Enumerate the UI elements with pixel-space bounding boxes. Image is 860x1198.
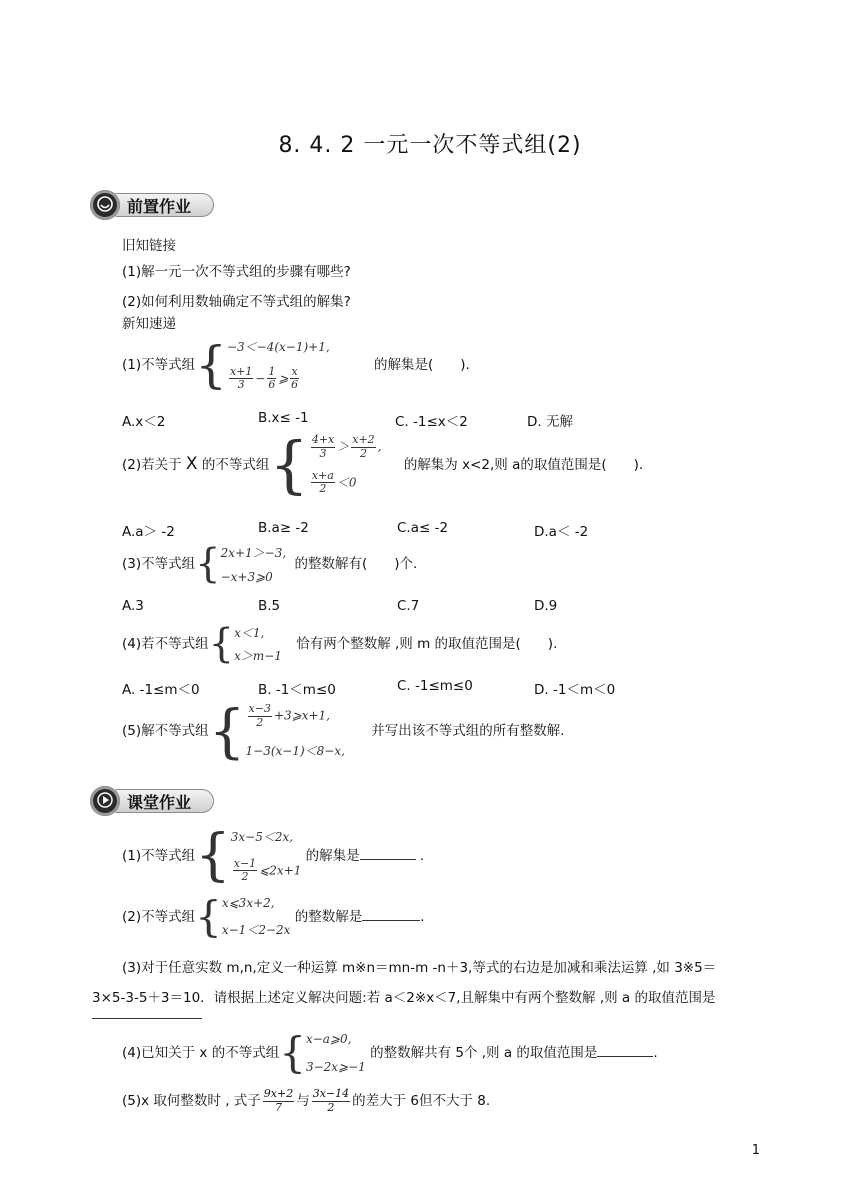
inequality-system: { 2x+1＞−3, −x+3⩾0 — [195, 541, 287, 587]
option-c: C.7 — [397, 598, 420, 614]
page-number: 1 — [751, 1143, 760, 1158]
section-header-class — [90, 788, 214, 814]
problem-3-prefix: (3)不等式组 — [122, 556, 196, 572]
problem-3 — [122, 541, 418, 587]
inequality-line: $\frac{x+1}{3}$ − $\frac{1}{6}$ ⩾ $\frac{x}{6}$ — [229, 364, 299, 392]
option-b: B.a≥ -2 — [258, 520, 309, 536]
problem-1 — [122, 338, 470, 392]
problem-2 — [122, 428, 644, 501]
class-problem-2-prefix: (2)不等式组 — [122, 909, 196, 925]
problem-2-prefix: (2)若关于 — [122, 457, 182, 473]
inequality-line: x−a⩾0, — [305, 1032, 352, 1046]
problem-1-prefix: (1)不等式组 — [122, 357, 196, 373]
problem-2-suffix: 的解集为 x<2,则 a的取值范围是( ). — [403, 457, 644, 473]
class-problem-5-suffix: 的差大于 6但不大于 8. — [352, 1093, 491, 1110]
inequality-line: x＞m−1 — [234, 649, 282, 663]
section-header-pre — [90, 192, 214, 218]
inequality-line: 2x+1＞−3, — [220, 546, 287, 560]
inequality-system: { 3x−5＜2x, $\frac{x-1}{2}$ ⩽2x+1 — [195, 823, 302, 888]
inequality-line: $\frac{x-1}{2}$ ⩽2x+1 — [233, 856, 302, 884]
old-link-label: 旧知链接 — [122, 238, 176, 254]
option-d: D.a＜ -2 — [534, 524, 589, 540]
inequality-line: x＜1, — [234, 626, 265, 640]
option-d: D. -1＜m＜0 — [534, 682, 616, 698]
class-problem-4-prefix: (4)已知关于 x 的不等式组 — [122, 1045, 280, 1061]
inequality-line: 1−3(x−1)＜8−x, — [245, 744, 345, 758]
option-b: B. -1＜m≤0 — [258, 682, 336, 698]
option-a: A.x＜2 — [122, 414, 166, 430]
inequality-system: { −3＜−4(x−1)+1, $\frac{x+1}{3}$ − $\frac{1}{6}$ ⩾ $\frac{x}{6}$ — [195, 336, 330, 394]
class-problem-1-prefix: (1)不等式组 — [122, 848, 196, 864]
inequality-line: 3x−5＜2x, — [230, 830, 294, 844]
option-a: A.3 — [122, 598, 144, 614]
problem-1-suffix: 的解集是( ). — [373, 357, 470, 373]
option-c: C.a≤ -2 — [397, 520, 449, 536]
class-problem-4: (4)已知关于 x 的不等式组 { x−a⩾0, 3−2x⩾−1 的整数解共有 5个 ,则 a 的取值范围是 . — [122, 1028, 658, 1077]
class-problem-5-prefix: (5)x 取何整数时 , 式子 — [122, 1093, 261, 1110]
option-c: C. -1≤m≤0 — [397, 678, 473, 694]
problem-5 — [122, 697, 565, 765]
inequality-system: { x＜1, x＞m−1 — [208, 621, 282, 667]
class-problem-2: (2)不等式组 { x⩽3x+2, x−1＜2−2x 的整数解是 . — [122, 892, 425, 941]
class-problem-3-line-1: (3)对于任意实数 m,n,定义一种运算 m※n＝mn-m -n＋3,等式的右边是加减和乘法运算 ,如 3※5＝ — [122, 960, 717, 976]
inequality-system: { x⩽3x+2, x−1＜2−2x — [195, 892, 291, 941]
answer-blank — [360, 859, 416, 860]
option-d: D. 无解 — [527, 414, 573, 430]
problem-5-prefix: (5)解不等式组 — [122, 723, 209, 739]
inequality-line: −x+3⩾0 — [220, 570, 273, 584]
inequality-line: $\frac{x-3}{2}$ +3⩾x+1, — [248, 702, 330, 729]
option-a: A.a＞ -2 — [122, 524, 175, 540]
fraction: $\frac{3x-14}{2}$ — [312, 1087, 350, 1114]
question-2: (2)如何利用数轴确定不等式组的解集? — [122, 294, 351, 310]
answer-blank — [597, 1056, 653, 1057]
problem-5-suffix: 并写出该不等式组的所有整数解. — [371, 723, 565, 739]
problem-3-suffix: 的整数解有( )个. — [294, 556, 418, 572]
inequality-line: $\frac{x+a}{2}$ ＜0 — [311, 468, 357, 496]
problem-4 — [122, 621, 558, 667]
class-problem-1: (1)不等式组 { 3x−5＜2x, $\frac{x-1}{2}$ ⩽2x+1 的解集是 . — [122, 823, 425, 888]
section-title: 前置作业 — [114, 193, 214, 217]
inequality-line: −3＜−4(x−1)+1, — [226, 340, 330, 354]
inequality-line: $\frac{4+x}{3}$ ＞ $\frac{x+2}{2}$ , — [311, 433, 382, 460]
class-problem-1-suffix: 的解集是 — [305, 848, 360, 864]
answer-blank — [92, 1018, 202, 1019]
connector-text: 与 — [296, 1093, 310, 1110]
play-icon — [90, 786, 120, 816]
variable-x: X — [185, 454, 198, 474]
option-b: B.5 — [258, 598, 281, 614]
option-a: A. -1≤m＜0 — [122, 682, 200, 698]
page-title: 8. 4. 2 一元一次不等式组(2) — [278, 133, 582, 158]
inequality-line: 3−2x⩾−1 — [305, 1060, 366, 1074]
class-problem-2-suffix: 的整数解是 — [294, 909, 363, 925]
inequality-system: { x−a⩾0, 3−2x⩾−1 — [279, 1028, 366, 1077]
inequality-line: x⩽3x+2, — [221, 896, 275, 910]
option-d: D.9 — [534, 598, 558, 614]
problem-2-prefix2: 的不等式组 — [201, 457, 270, 473]
option-b: B.x≤ -1 — [258, 410, 309, 426]
section-title: 课堂作业 — [114, 789, 214, 813]
problem-4-suffix: 恰有两个整数解 ,则 m 的取值范围是( ). — [296, 636, 558, 652]
option-c: C. -1≤x＜2 — [395, 414, 468, 430]
problem-4-prefix: (4)若不等式组 — [122, 636, 209, 652]
inequality-system: { $\frac{x-3}{2}$ +3⩾x+1, 1−3(x−1)＜8−x, — [208, 697, 345, 765]
class-problem-4-suffix: 的整数解共有 5个 ,则 a 的取值范围是 — [370, 1045, 598, 1061]
smile-icon — [90, 190, 120, 220]
question-1: (1)解一元一次不等式组的步骤有哪些? — [122, 264, 351, 280]
fraction: $\frac{9x+2}{7}$ — [263, 1087, 294, 1114]
inequality-line: x−1＜2−2x — [221, 923, 291, 937]
class-problem-3-line-2: 3×5-3-5＋3＝10．请根据上述定义解决问题:若 a＜2※x＜7,且解集中有两个整数解 ,则 a 的取值范围是 — [92, 990, 716, 1006]
inequality-system: { $\frac{4+x}{3}$ ＞ $\frac{x+2}{2}$ , $\frac{x+a}{2}$ ＜0 — [269, 428, 382, 501]
class-problem-5 — [122, 1088, 490, 1114]
answer-blank — [362, 920, 420, 921]
new-link-label: 新知速递 — [122, 316, 176, 332]
